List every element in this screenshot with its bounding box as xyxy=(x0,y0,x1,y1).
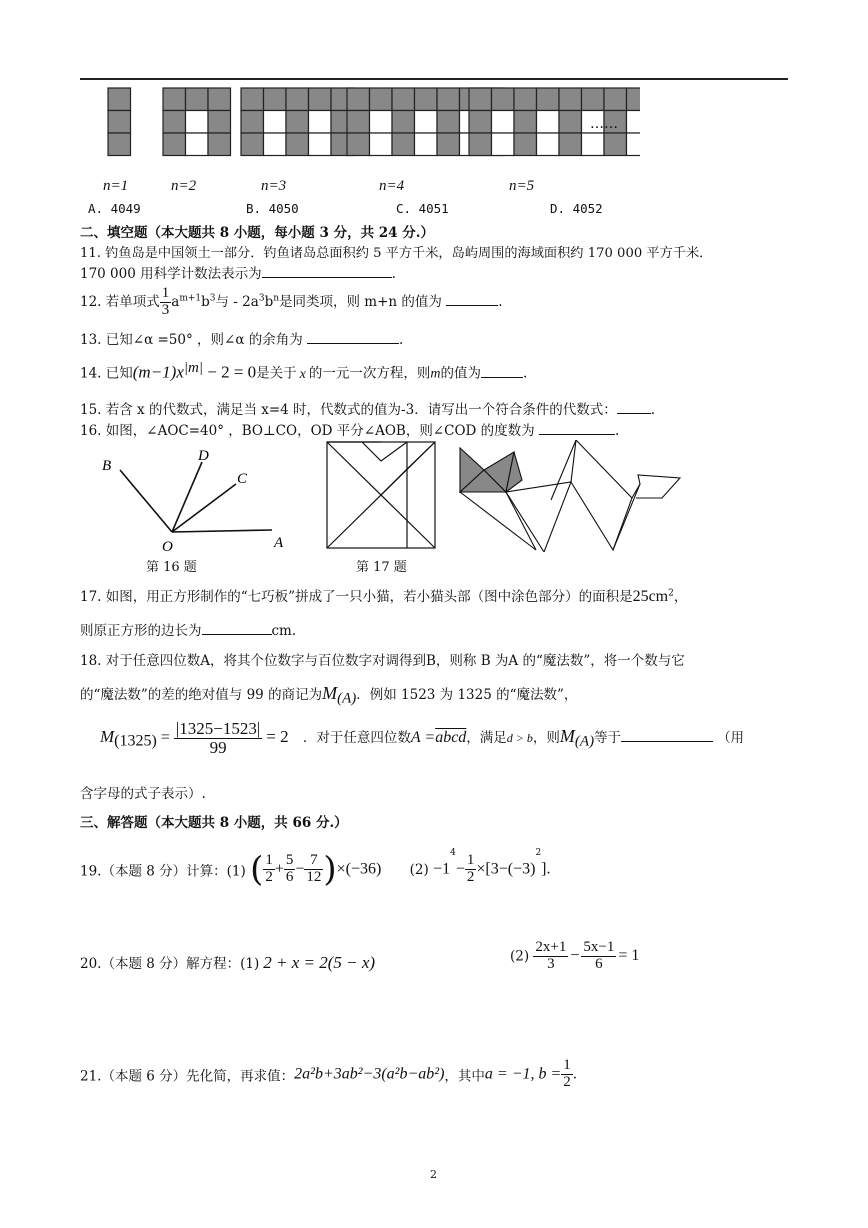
q18-answer-blank[interactable] xyxy=(621,741,713,742)
pattern-cell xyxy=(469,88,492,111)
pattern-cell xyxy=(163,111,186,134)
q11-answer-blank[interactable] xyxy=(262,277,392,278)
q12-term1: a xyxy=(171,293,180,310)
q18-text3c: ，则 xyxy=(532,729,560,746)
q19-p2exp: 4 xyxy=(450,848,456,858)
pattern-figures xyxy=(100,84,640,158)
pattern-cell xyxy=(264,133,287,156)
pattern-cell xyxy=(469,111,492,134)
pattern-cell xyxy=(264,111,287,134)
pattern-cell xyxy=(604,133,627,156)
pattern-cell xyxy=(370,133,393,156)
q15-text: 15. 若含 x 的代数式，满足当 x=4 时，代数式的值为-3．请写出一个符合条件的代数式： xyxy=(80,402,617,418)
q18-cond: d > b xyxy=(506,730,533,745)
header-rule xyxy=(80,78,788,80)
pattern-cell xyxy=(186,111,209,134)
figure-17-cat xyxy=(456,440,688,552)
q14-mid2: 的一元一次方程，则 xyxy=(308,365,431,382)
q14-suffix: 的值为 xyxy=(440,365,482,382)
pattern-cell xyxy=(582,88,605,111)
pattern-cell xyxy=(514,111,537,134)
q18-a-eq: A = xyxy=(410,728,436,746)
n-label-2: n=2 xyxy=(171,178,197,194)
pattern-cell xyxy=(163,133,186,156)
fig16-label-c: C xyxy=(237,471,248,487)
pattern-cell xyxy=(559,88,582,111)
q12-suffix: 是同类项，则 m+n 的值为 xyxy=(279,293,442,310)
pattern-cell xyxy=(347,88,370,111)
pattern-cell xyxy=(492,88,515,111)
q17-comma: ， xyxy=(673,589,688,605)
page-number: 2 xyxy=(430,1168,437,1181)
q18-text3e: （用 xyxy=(717,729,745,746)
q12-exp2: 3 xyxy=(258,293,265,304)
pattern-cell xyxy=(415,88,438,111)
q12-mid: 与 - 2a xyxy=(215,293,259,310)
q18-line4: 含字母的式子表示）. xyxy=(80,786,206,802)
pattern-cell xyxy=(514,88,537,111)
q20-eq1: 2 + x = 2(5 − x) xyxy=(263,953,376,972)
pattern-cell xyxy=(492,111,515,134)
fig17-caption: 第 17 题 xyxy=(356,560,407,575)
pattern-cell xyxy=(264,88,287,111)
q18-text2b: ．例如 1523 为 1325 的“魔法数”， xyxy=(356,687,578,703)
q19-frac4: $\frac{1}{2}$ xyxy=(466,852,475,885)
fig16-label-b: B xyxy=(102,458,112,474)
pattern-cell xyxy=(108,111,131,134)
q21-frac: $\frac{1}{2}$ xyxy=(563,1057,571,1090)
q17-area: 25cm xyxy=(632,588,669,605)
q21-expr: 2a²b+3ab²−3(a²b−ab²) xyxy=(294,1065,445,1083)
q14-exp: |m| xyxy=(183,360,203,376)
pattern-cell xyxy=(469,133,492,156)
pattern-cell xyxy=(559,111,582,134)
q18-m2: M xyxy=(559,725,575,746)
q19-prefix: 19.（本题 8 分）计算：(1) xyxy=(80,863,246,880)
q18-m: M xyxy=(322,683,338,703)
q21-mid: ，其中 xyxy=(444,1068,485,1085)
pattern-cell xyxy=(208,111,231,134)
figure-17-tangram xyxy=(326,441,436,549)
pattern-cell xyxy=(108,88,131,111)
q16-end: . xyxy=(614,423,620,439)
pattern-cell xyxy=(392,133,415,156)
q12-end: . xyxy=(498,293,503,310)
q18-abcd: abcd xyxy=(435,728,467,746)
q15-answer-blank[interactable] xyxy=(617,413,651,414)
q14-var: x xyxy=(299,366,306,382)
pattern-cell xyxy=(559,133,582,156)
q14-mid: 是关于 xyxy=(256,365,297,382)
pattern-cell xyxy=(208,133,231,156)
q14-expr: (m−1)x xyxy=(132,362,184,382)
q20-part2-label: (2) xyxy=(510,948,530,965)
pattern-cell xyxy=(286,133,309,156)
n-label-3: n=3 xyxy=(261,178,287,194)
pattern-cell xyxy=(537,88,560,111)
q18-example-rhs: = 2 xyxy=(266,726,289,746)
pattern-cell xyxy=(241,88,264,111)
q19-times: ×(−36) xyxy=(336,860,382,878)
q14-end: . xyxy=(523,365,528,382)
pattern-cell xyxy=(415,133,438,156)
q21 xyxy=(80,1058,577,1091)
q19-p2b: − xyxy=(455,860,465,878)
pattern-cell xyxy=(108,133,131,156)
pattern-cell xyxy=(437,111,460,134)
fig16-label-d: D xyxy=(198,448,209,464)
q18-m2-sub: (A) xyxy=(574,733,595,750)
pattern-cell xyxy=(492,133,515,156)
n-label-5: n=5 xyxy=(509,178,535,194)
q10-option-c: C. 4051 xyxy=(396,201,449,216)
q18-text3d: 等于 xyxy=(594,729,622,746)
pattern-cell xyxy=(208,88,231,111)
q17-text2: 则原正方形的边长为 xyxy=(80,623,202,639)
q11-text: 170 000 用科学计数法表示为 xyxy=(80,266,262,282)
q19: 19.（本题 8 分）计算：(1) ( $\frac{1}{2}$ + $\frac{5}{6}$ − $\frac{7}{12}$ )×(−36) $(2) -1^4-$ $\frac{1}{2}$ $\times[3-(-3)^2]$. xyxy=(80,848,551,890)
q17-text: 17. 如图，用正方形制作的“七巧板”拼成了一只小猫，若小猫头部（图中涂色部分）的面积是 xyxy=(80,589,633,605)
n-label-1: n=1 xyxy=(103,178,129,194)
section-3-title: 三、解答题（本大题共 8 小题，共 66 分.） xyxy=(80,815,348,831)
n-label-4: n=4 xyxy=(379,178,405,194)
pattern-cell xyxy=(347,133,370,156)
q12-exp2b: n xyxy=(273,293,280,304)
q18-example-m: M xyxy=(100,726,115,746)
section-2-title: 二、填空题（本大题共 8 小题，每小题 3 分，共 24 分.） xyxy=(80,225,434,241)
q14-prefix: 14. 已知 xyxy=(80,365,133,382)
q21-end: . xyxy=(572,1066,578,1083)
q13-end: . xyxy=(399,332,404,348)
q12-prefix: 12. 若单项式 xyxy=(80,293,160,310)
pattern-cell xyxy=(627,133,641,156)
q12-term1b: b xyxy=(201,293,210,310)
fig16-label-o: O xyxy=(162,539,173,555)
q12 xyxy=(80,286,503,319)
pattern-cell xyxy=(537,133,560,156)
q18-line2 xyxy=(80,683,577,708)
pattern-cell xyxy=(514,133,537,156)
q18-text2: 的“魔法数”的差的绝对值与 99 的商记为 xyxy=(80,687,323,703)
q18-example-sub: (1325) xyxy=(114,732,157,750)
q10-option-d: D. 4052 xyxy=(550,201,603,216)
pattern-cell xyxy=(286,111,309,134)
q12-exp1: m+1 xyxy=(179,293,202,304)
q20-prefix: 20.（本题 8 分）解方程：(1) xyxy=(80,956,260,972)
q15-end: . xyxy=(650,402,655,418)
q14-var2: m xyxy=(430,366,441,382)
q17-answer-blank[interactable] xyxy=(202,634,272,635)
q21-cond: a = −1, b = xyxy=(484,1065,562,1083)
q19-p2d: ]. xyxy=(541,860,551,878)
q18-example-frac: $\frac{|1325-1523|}{99}$ xyxy=(175,719,261,757)
q10-option-a: A. 4049 xyxy=(88,201,141,216)
q17-line1 xyxy=(80,585,687,606)
pattern-cell xyxy=(241,111,264,134)
q12-exp1b: 3 xyxy=(209,293,216,304)
pattern-cell xyxy=(582,133,605,156)
q14-answer-blank[interactable] xyxy=(481,377,523,378)
fig16-label-a: A xyxy=(274,535,284,551)
q12-fraction: $\frac{1}{3}$ xyxy=(161,285,170,318)
q19-frac3: $\frac{7}{12}$ xyxy=(306,852,322,885)
q21-prefix: 21.（本题 6 分）先化简，再求值： xyxy=(80,1068,295,1085)
pattern-cell xyxy=(347,111,370,134)
q19-part2: (2) xyxy=(409,861,429,878)
q17-area-exp: 2 xyxy=(668,588,674,599)
q14-expr2: − 2 = 0 xyxy=(202,362,257,382)
q19-frac1: $\frac{1}{2}$ xyxy=(265,852,273,885)
q17-unit: cm. xyxy=(271,623,297,639)
q19-p2exp2: 2 xyxy=(535,848,542,858)
q16-answer-blank[interactable] xyxy=(539,434,615,435)
q18-line1: 18. 对于任意四位数A，将其个位数字与百位数字对调得到B，则称 B 为A 的“魔法数”，将一个数与它 xyxy=(80,653,685,669)
q19-frac2: $\frac{5}{6}$ xyxy=(285,852,294,885)
pattern-cell xyxy=(370,88,393,111)
pattern-cell xyxy=(163,88,186,111)
q18-text3a: ．对于任意四位数 xyxy=(302,729,411,746)
q20-rhs: = 1 xyxy=(618,947,640,965)
pattern-cell xyxy=(186,133,209,156)
q10-option-b: B. 4050 xyxy=(246,201,299,216)
q11-end: . xyxy=(391,266,396,282)
q13-text: 13. 已知∠α =50° ，则∠α 的余角为 xyxy=(80,332,303,348)
pattern-cell xyxy=(537,111,560,134)
pattern-cell xyxy=(309,111,332,134)
pattern-cell xyxy=(604,88,627,111)
q16-text: 16. 如图，∠AOC=40° ，BO⊥CO，OD 平分∠AOB，则∠COD 的度数为 xyxy=(80,423,535,439)
pattern-cell xyxy=(627,88,641,111)
q15 xyxy=(80,398,655,418)
q12-answer-blank[interactable] xyxy=(446,305,498,306)
q13-answer-blank[interactable] xyxy=(307,343,399,344)
ellipsis: …… xyxy=(590,116,618,132)
q19-p2a: −1 xyxy=(433,860,451,878)
q18-line3: $M_{(1325)}$ = $\frac{|1325-1523|}{99}$ = 2 ．对于任意四位数A =abcd，满足d > b，则$M_{(A)}$等于 （用 xyxy=(100,719,745,757)
pattern-cell xyxy=(415,111,438,134)
q14 xyxy=(80,360,527,383)
q13 xyxy=(80,328,403,348)
pattern-cell xyxy=(627,111,641,134)
q11-line1: 11. 钓鱼岛是中国领土一部分．钓鱼诸岛总面积约 5 平方千米，岛屿周围的海域面积约 170 000 平方千米． xyxy=(80,246,713,261)
q19-p2c: ×[3−(−3) xyxy=(476,860,536,878)
q12-term2b: b xyxy=(264,293,274,310)
pattern-cell xyxy=(241,133,264,156)
pattern-cell xyxy=(286,88,309,111)
pattern-cell xyxy=(437,133,460,156)
pattern-cell xyxy=(309,133,332,156)
pattern-cell xyxy=(392,88,415,111)
q20-part2 xyxy=(510,940,639,973)
q20-part1 xyxy=(80,952,375,973)
q17-line2 xyxy=(80,619,296,639)
q20-frac1: $\frac{2x+1}{3}$ xyxy=(535,939,567,972)
pattern-cell xyxy=(370,111,393,134)
pattern-cell xyxy=(309,88,332,111)
fig16-caption: 第 16 题 xyxy=(146,560,197,575)
pattern-cell xyxy=(186,88,209,111)
q20-frac2: $\frac{5x-1}{6}$ xyxy=(583,939,615,972)
q18-text3b: ，满足 xyxy=(466,729,507,746)
q20-minus: − xyxy=(570,947,580,965)
pattern-cell xyxy=(437,88,460,111)
q18-m-sub: (A) xyxy=(337,690,357,707)
pattern-cell xyxy=(392,111,415,134)
q16 xyxy=(80,419,619,439)
figure-16 xyxy=(96,442,306,572)
q11-line2 xyxy=(80,262,396,282)
